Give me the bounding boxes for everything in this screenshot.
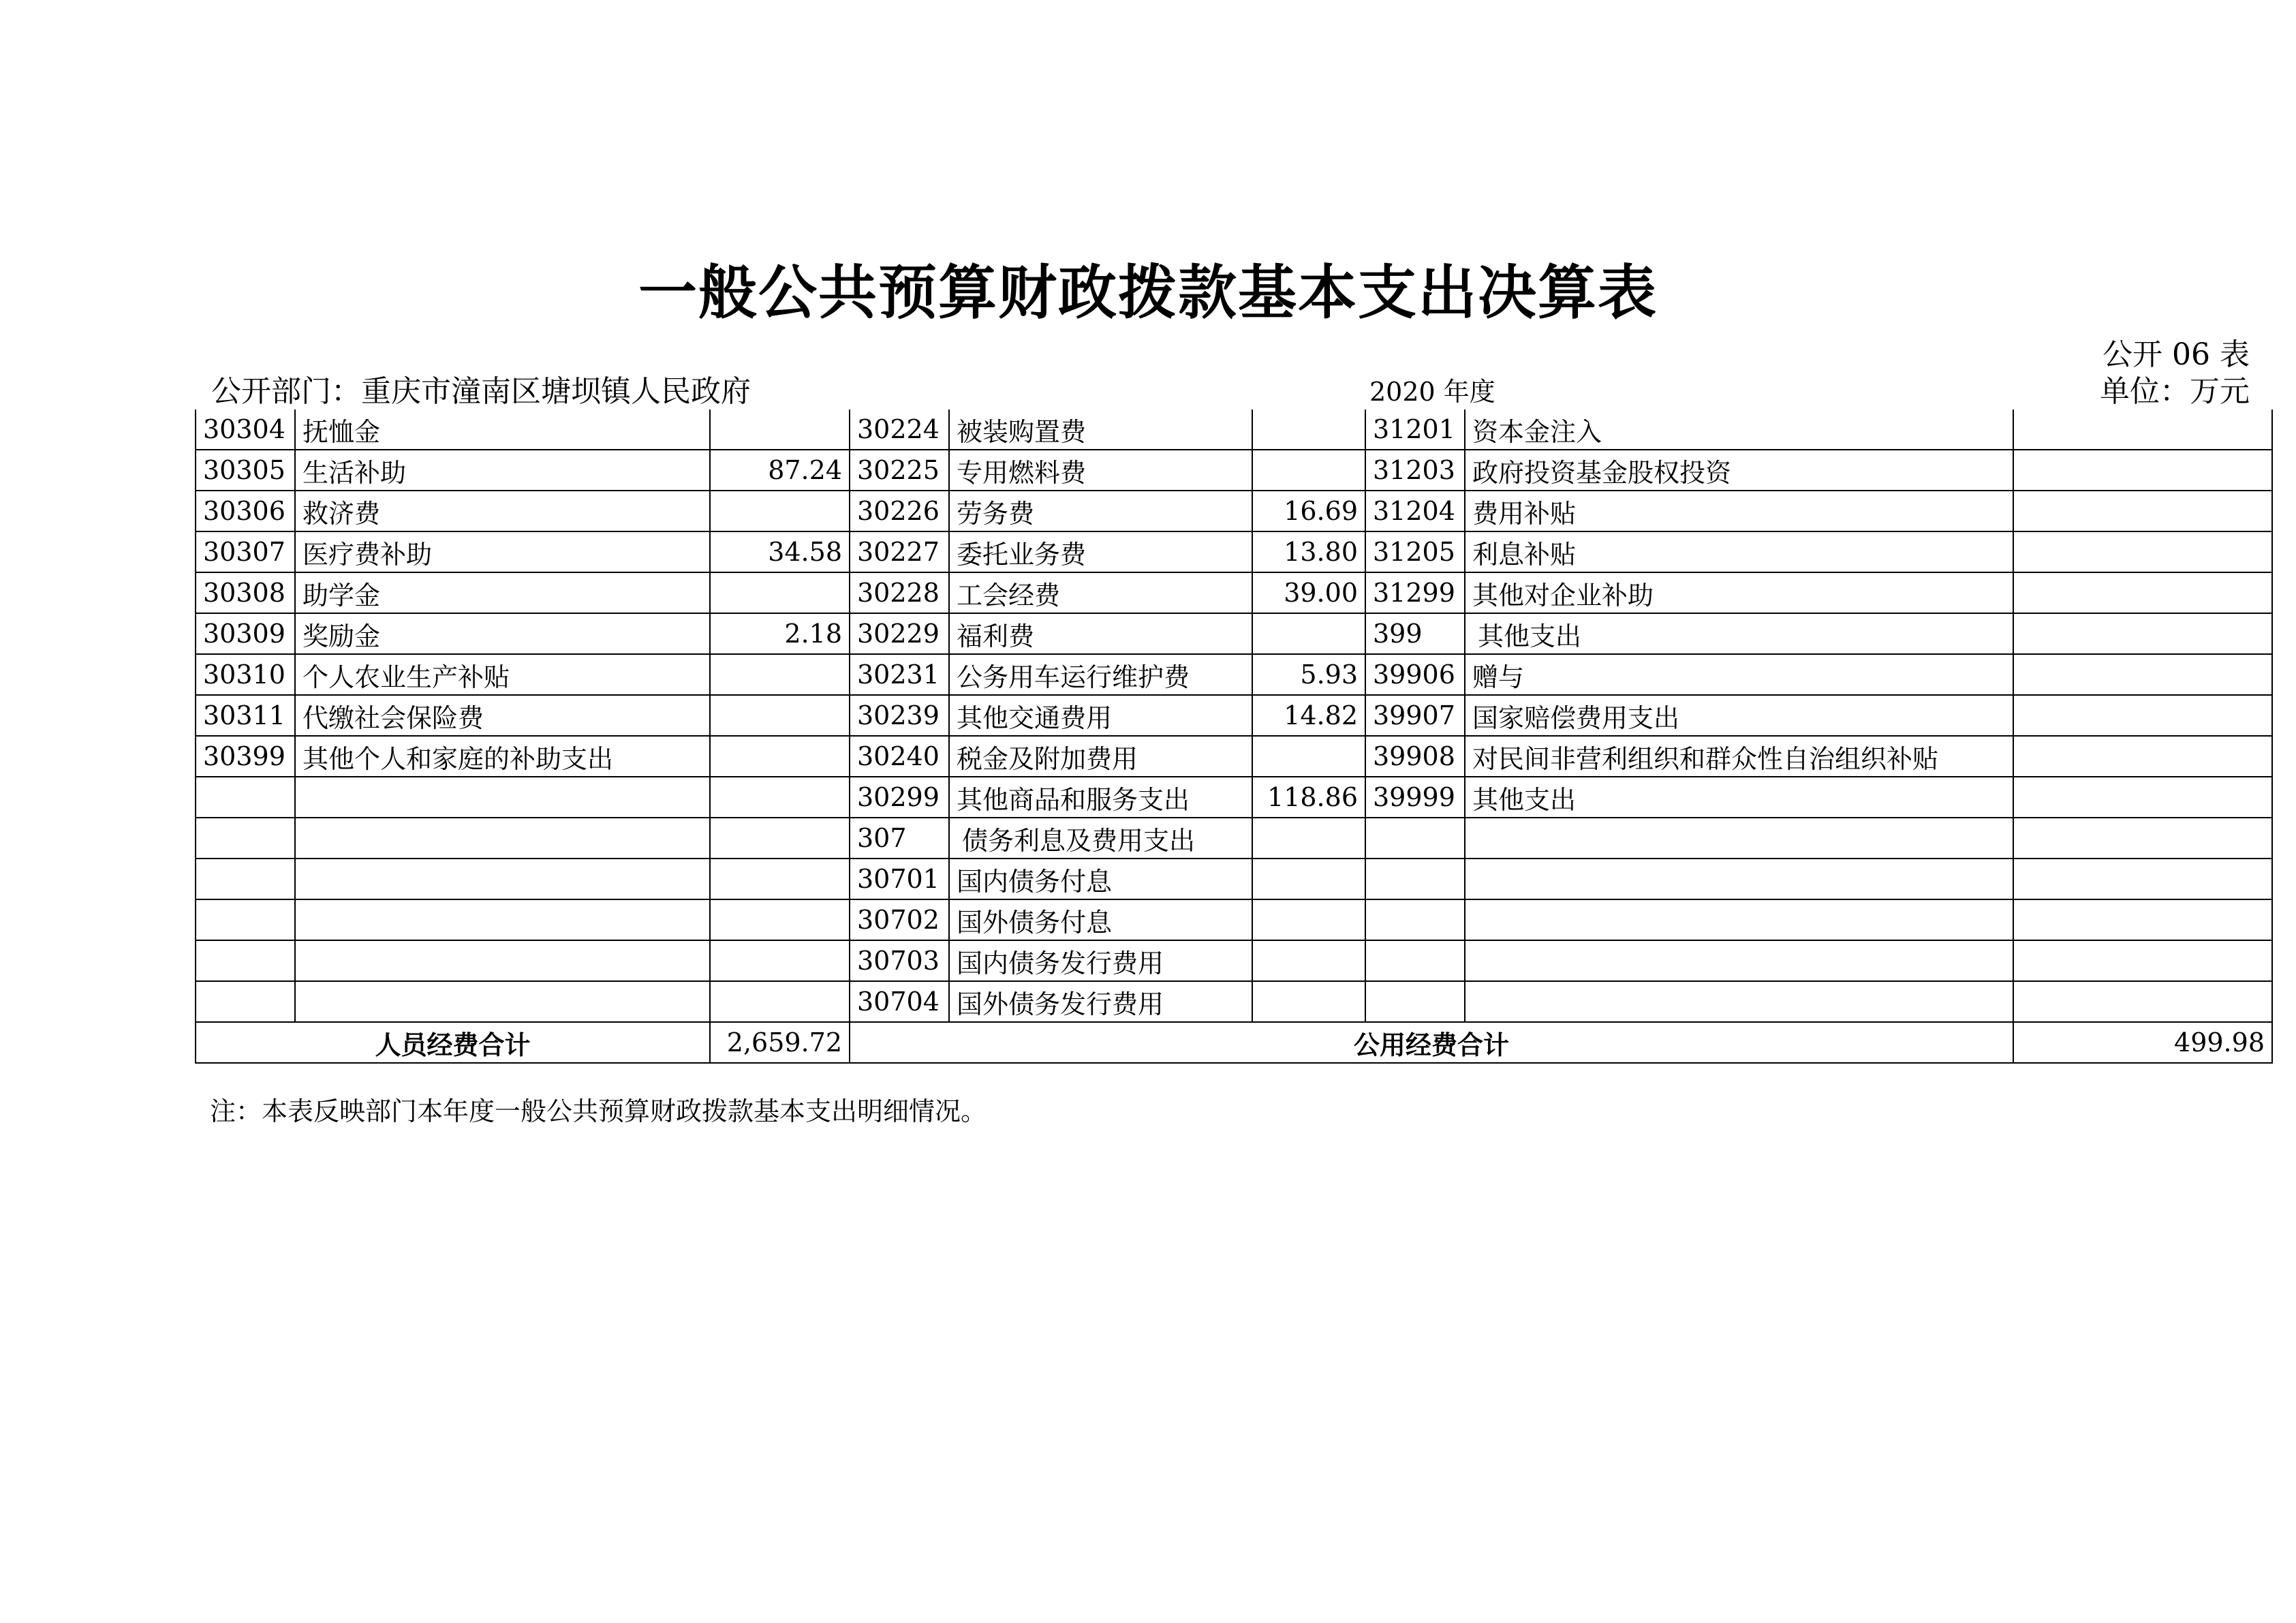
table-row xyxy=(196,613,2272,654)
amount-cell xyxy=(710,572,850,613)
totals-row xyxy=(196,1022,2272,1063)
expenditure-table xyxy=(195,409,2273,1064)
amount-cell: 5.93 xyxy=(1252,654,1365,695)
name-cell: 国外债务发行费用 xyxy=(949,981,1252,1022)
name-cell: 福利费 xyxy=(949,613,1252,654)
amount-cell xyxy=(710,409,850,450)
amount-cell: 34.58 xyxy=(710,531,850,572)
amount-cell xyxy=(2013,491,2272,531)
table-row xyxy=(196,899,2272,940)
name-cell: 其他对企业补助 xyxy=(1465,572,2013,613)
name-cell: 其他支出 xyxy=(1465,613,2013,654)
table-row xyxy=(196,859,2272,899)
code-cell: 31203 xyxy=(1365,450,1465,491)
name-cell: 个人农业生产补贴 xyxy=(295,654,710,695)
name-cell: 其他交通费用 xyxy=(949,695,1252,736)
table-row xyxy=(196,818,2272,859)
name-cell: 费用补贴 xyxy=(1465,491,2013,531)
code-cell: 30231 xyxy=(850,654,949,695)
code-cell: 30704 xyxy=(850,981,949,1022)
code-cell: 39906 xyxy=(1365,654,1465,695)
code-cell xyxy=(196,981,295,1022)
table-row xyxy=(196,572,2272,613)
amount-cell xyxy=(710,491,850,531)
amount-cell xyxy=(1252,859,1365,899)
code-cell: 30701 xyxy=(850,859,949,899)
name-cell: 劳务费 xyxy=(949,491,1252,531)
code-cell: 30239 xyxy=(850,695,949,736)
code-cell: 307 xyxy=(850,818,949,859)
amount-cell: 14.82 xyxy=(1252,695,1365,736)
name-cell xyxy=(295,981,710,1022)
name-cell: 政府投资基金股权投资 xyxy=(1465,450,2013,491)
code-cell xyxy=(1365,981,1465,1022)
name-cell: 国家赔偿费用支出 xyxy=(1465,695,2013,736)
code-cell: 39908 xyxy=(1365,736,1465,777)
code-cell: 30311 xyxy=(196,695,295,736)
table-row xyxy=(196,695,2272,736)
table-row xyxy=(196,409,2272,450)
amount-cell xyxy=(2013,572,2272,613)
name-cell xyxy=(295,899,710,940)
table-row xyxy=(196,531,2272,572)
code-cell: 30304 xyxy=(196,409,295,450)
name-cell: 被装购置费 xyxy=(949,409,1252,450)
code-cell: 30226 xyxy=(850,491,949,531)
code-cell: 30224 xyxy=(850,409,949,450)
name-cell xyxy=(295,777,710,818)
amount-cell xyxy=(1252,613,1365,654)
name-cell: 其他支出 xyxy=(1465,777,2013,818)
code-cell xyxy=(196,818,295,859)
amount-cell xyxy=(1252,899,1365,940)
code-cell xyxy=(196,859,295,899)
code-cell: 30228 xyxy=(850,572,949,613)
name-cell: 国内债务发行费用 xyxy=(949,940,1252,981)
amount-cell xyxy=(1252,940,1365,981)
code-cell: 31201 xyxy=(1365,409,1465,450)
code-cell: 31205 xyxy=(1365,531,1465,572)
unit-label: 单位：万元 xyxy=(2100,374,2250,409)
code-cell: 31299 xyxy=(1365,572,1465,613)
personnel-total-label: 人员经费合计 xyxy=(196,1022,710,1063)
name-cell: 利息补贴 xyxy=(1465,531,2013,572)
amount-cell xyxy=(2013,818,2272,859)
code-cell: 30399 xyxy=(196,736,295,777)
amount-cell xyxy=(2013,531,2272,572)
name-cell xyxy=(1465,859,2013,899)
table-row xyxy=(196,736,2272,777)
amount-cell xyxy=(710,777,850,818)
code-cell: 30305 xyxy=(196,450,295,491)
code-cell: 30308 xyxy=(196,572,295,613)
table-row xyxy=(196,654,2272,695)
code-cell: 30307 xyxy=(196,531,295,572)
name-cell: 生活补助 xyxy=(295,450,710,491)
amount-cell xyxy=(1252,736,1365,777)
code-cell: 30703 xyxy=(850,940,949,981)
amount-cell xyxy=(1252,981,1365,1022)
footnote: 注：本表反映部门本年度一般公共预算财政拨款基本支出明细情况。 xyxy=(210,1096,987,1126)
amount-cell xyxy=(710,859,850,899)
amount-cell xyxy=(1252,818,1365,859)
name-cell: 赠与 xyxy=(1465,654,2013,695)
amount-cell xyxy=(2013,859,2272,899)
code-cell xyxy=(196,899,295,940)
name-cell: 其他个人和家庭的补助支出 xyxy=(295,736,710,777)
amount-cell xyxy=(710,981,850,1022)
name-cell: 债务利息及费用支出 xyxy=(949,818,1252,859)
table-row xyxy=(196,450,2272,491)
amount-cell xyxy=(1252,409,1365,450)
name-cell xyxy=(1465,940,2013,981)
code-cell: 39999 xyxy=(1365,777,1465,818)
name-cell: 奖励金 xyxy=(295,613,710,654)
name-cell: 专用燃料费 xyxy=(949,450,1252,491)
amount-cell xyxy=(2013,981,2272,1022)
amount-cell xyxy=(2013,409,2272,450)
amount-cell: 13.80 xyxy=(1252,531,1365,572)
code-cell xyxy=(196,777,295,818)
code-cell xyxy=(1365,859,1465,899)
code-cell: 30299 xyxy=(850,777,949,818)
code-cell: 31204 xyxy=(1365,491,1465,531)
code-cell xyxy=(1365,940,1465,981)
code-cell: 30225 xyxy=(850,450,949,491)
code-cell: 30309 xyxy=(196,613,295,654)
code-cell: 30702 xyxy=(850,899,949,940)
public-total-amount: 499.98 xyxy=(2013,1022,2272,1063)
department-label: 公开部门：重庆市潼南区塘坝镇人民政府 xyxy=(211,374,751,409)
table-row xyxy=(196,981,2272,1022)
name-cell: 其他商品和服务支出 xyxy=(949,777,1252,818)
name-cell xyxy=(295,818,710,859)
table-row xyxy=(196,491,2272,531)
amount-cell xyxy=(2013,736,2272,777)
amount-cell xyxy=(2013,654,2272,695)
public-total-label: 公用经费合计 xyxy=(850,1022,2013,1063)
amount-cell: 2.18 xyxy=(710,613,850,654)
name-cell: 国外债务付息 xyxy=(949,899,1252,940)
name-cell: 抚恤金 xyxy=(295,409,710,450)
personnel-total-amount: 2,659.72 xyxy=(710,1022,850,1063)
page-title: 一般公共预算财政拨款基本支出决算表 xyxy=(638,259,1658,327)
name-cell: 救济费 xyxy=(295,491,710,531)
amount-cell: 39.00 xyxy=(1252,572,1365,613)
name-cell: 医疗费补助 xyxy=(295,531,710,572)
code-cell xyxy=(196,940,295,981)
name-cell: 助学金 xyxy=(295,572,710,613)
code-cell xyxy=(1365,818,1465,859)
name-cell: 公务用车运行维护费 xyxy=(949,654,1252,695)
table-row xyxy=(196,777,2272,818)
code-cell: 399 xyxy=(1365,613,1465,654)
name-cell xyxy=(1465,899,2013,940)
amount-cell xyxy=(710,818,850,859)
name-cell: 资本金注入 xyxy=(1465,409,2013,450)
code-cell: 30306 xyxy=(196,491,295,531)
name-cell: 税金及附加费用 xyxy=(949,736,1252,777)
code-cell: 30229 xyxy=(850,613,949,654)
amount-cell xyxy=(2013,899,2272,940)
table-body xyxy=(196,409,2272,1022)
code-cell: 39907 xyxy=(1365,695,1465,736)
code-cell xyxy=(1365,899,1465,940)
name-cell xyxy=(1465,981,2013,1022)
amount-cell xyxy=(2013,450,2272,491)
code-cell: 30240 xyxy=(850,736,949,777)
amount-cell xyxy=(1252,450,1365,491)
amount-cell xyxy=(710,736,850,777)
amount-cell xyxy=(2013,777,2272,818)
amount-cell xyxy=(710,940,850,981)
amount-cell xyxy=(710,654,850,695)
amount-cell: 87.24 xyxy=(710,450,850,491)
name-cell: 对民间非营利组织和群众性自治组织补贴 xyxy=(1465,736,2013,777)
name-cell: 委托业务费 xyxy=(949,531,1252,572)
form-number: 公开 06 表 xyxy=(2103,337,2250,372)
amount-cell xyxy=(2013,613,2272,654)
amount-cell xyxy=(2013,695,2272,736)
code-cell: 30310 xyxy=(196,654,295,695)
name-cell xyxy=(295,940,710,981)
name-cell: 国内债务付息 xyxy=(949,859,1252,899)
name-cell: 工会经费 xyxy=(949,572,1252,613)
table-row xyxy=(196,940,2272,981)
amount-cell xyxy=(710,695,850,736)
name-cell xyxy=(1465,818,2013,859)
header-meta xyxy=(211,367,2250,407)
name-cell xyxy=(295,859,710,899)
code-cell: 30227 xyxy=(850,531,949,572)
name-cell: 代缴社会保险费 xyxy=(295,695,710,736)
amount-cell: 16.69 xyxy=(1252,491,1365,531)
amount-cell xyxy=(710,899,850,940)
amount-cell: 118.86 xyxy=(1252,777,1365,818)
fiscal-year: 2020 年度 xyxy=(1369,377,1495,407)
amount-cell xyxy=(2013,940,2272,981)
